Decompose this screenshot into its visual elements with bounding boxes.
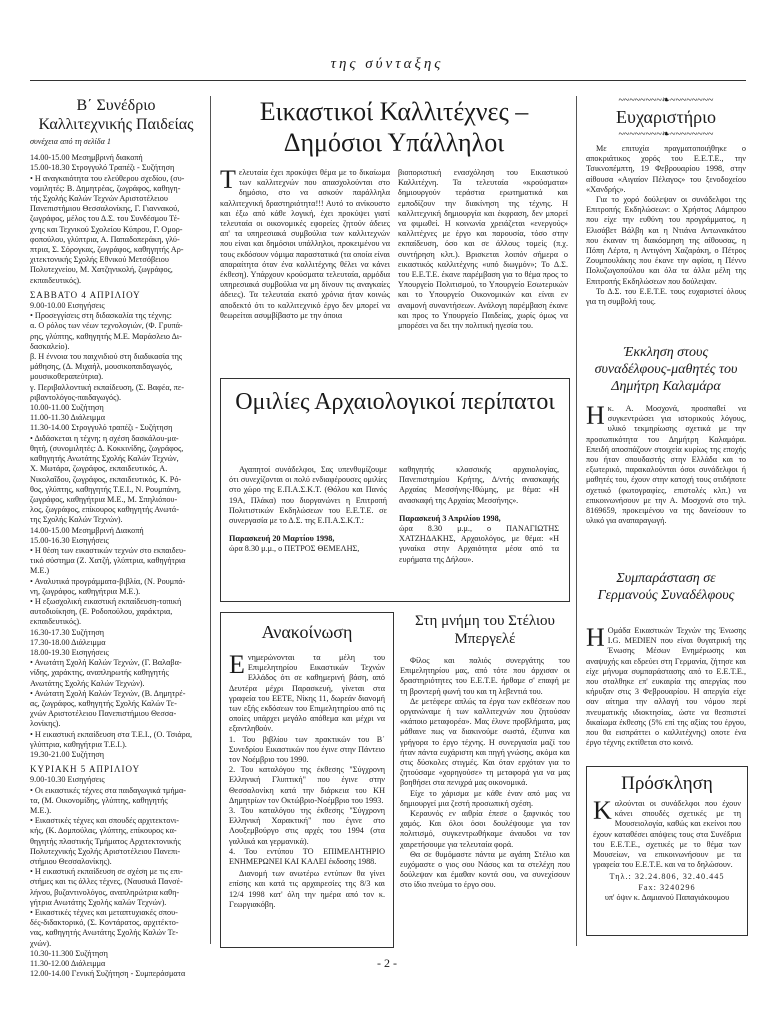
thanks-title: Ευχαριστήριο bbox=[616, 107, 716, 127]
announcement-body bbox=[229, 650, 385, 910]
schedule-line: 10.00-11.00 Συζήτηση bbox=[30, 403, 104, 413]
main-article-title: Εικαστικοί Καλλιτέχνες – Δημόσιοι Υπάλληλοι bbox=[259, 97, 529, 157]
memory-title: Στη μνήμη του Στέλιου Μπεργελέ bbox=[415, 613, 555, 647]
schedule-line: γ. Περιβαλλοντική εκπαίδευση, (Σ. Βαφέα, πε- bbox=[30, 382, 184, 392]
schedule-line: στήμες και τις άλλες τέχνες, (Ναυσικά Πανσέ- bbox=[30, 877, 183, 887]
schedule-line: της Σχολής Καλών Τεχνών). bbox=[30, 515, 123, 525]
schedule-line: • Αναλυτικά προγράμματα-βιβλία, (Ν. Ρουμπά- bbox=[30, 576, 186, 586]
memory-paragraph: Κεραυνός εν αιθρία έπεσε ο ξαφνικός του χαμός. Και όλοι όσοι δουλέψουμε για τον πολιτισμό, συγκεντρωθήκαμε άναυδοι να τον χαιρετήσουμε για τελευταία φορά. bbox=[400, 809, 570, 849]
left-column bbox=[30, 96, 202, 979]
page-number: - 2 - bbox=[377, 956, 397, 970]
schedule-line: 11.00-11.30 Διάλειμμα bbox=[30, 413, 105, 423]
appeal-body bbox=[586, 401, 746, 526]
schedule-line: • Η εικαστική εκπαίδευση σε σχέση με τις επι- bbox=[30, 867, 183, 877]
schedule-line: • Ανώτατη Σχολή Καλών Τεχνών, (Β. Δημητρέ- bbox=[30, 688, 186, 698]
page-header-title: της σύνταξης bbox=[330, 56, 444, 72]
invitation-title: Πρόσκληση bbox=[621, 773, 713, 794]
walks-date1: Παρασκευή 20 Μαρτίου 1998, bbox=[229, 534, 335, 544]
schedule-line: 16.30-17.30 Συζήτηση bbox=[30, 627, 105, 637]
drop-cap: Κ bbox=[593, 796, 612, 825]
schedule-line: 14.00-15.00 Μεσημβρινή διακοπή bbox=[30, 153, 143, 163]
schedule-friday bbox=[30, 153, 202, 286]
schedule-line: Νικολαΐδου, ζωγράφος, εκπαιδευτικός, Κ. Ρό- bbox=[30, 474, 182, 484]
schedule-line: κής, (Κ. Δομπούλας, γλύπτης, επίκουρος κα- bbox=[30, 826, 177, 836]
schedule-line: ζωγράφος, καθηγήτρια Μ.Ε., Μ. Σπηλιόπου- bbox=[30, 494, 178, 504]
support-text: Ομάδα Εικαστικών Τεχνών της Ένωσης I.G. MEDIEN που είναι θυγατρική της Ένωσης Μέσων Ενημέρωσης και αναψυχής και εδρεύει στη Γερμανία, ζήτησε και είχε μήνυμα συμπαράστασης από το Ε.Ε.Τ.Ε., που σταλθηκε επ' ευκαιρία της απεργίας που κήρυξαν στις 3 Φεβρουαρίου. Η απεργία είχε σαν αίτημα την αλλαγή του νόμου περί πνευματικής ιδιοκτησίας, ώστε να θεσπιστεί δικαίωμα έκθεσης (5% επί της αξίας του έργου, που θα εισπράττει ο καλλιτέχνης) οποτε ένα έργο τέχνης εκτίθεται στο κοινό. bbox=[586, 626, 746, 748]
schedule-line: λονίκης). bbox=[30, 719, 61, 729]
schedule-line: αυτοδιοίκηση, (Ε. Ροδοπούλου, χαράκτρια, bbox=[30, 607, 173, 617]
schedule-line: 9.00-10.00 Εισηγήσεις bbox=[30, 301, 105, 311]
column-divider-left bbox=[210, 96, 211, 944]
walks-box bbox=[220, 378, 570, 602]
schedule-line: ζωγράφος, μέλος του Δ.Σ. του Συνδέσμου Τέ- bbox=[30, 214, 180, 224]
schedule-line: 12.00-14.00 Γενική Συζήτηση - Συμπεράσματα bbox=[30, 969, 186, 979]
walks-title: Ομιλίες Αρχαιολογικοί περίπατοι bbox=[235, 389, 555, 415]
header-rule bbox=[30, 80, 746, 81]
support-title: Συμπαράσταση σε Γερμανούς Συναδέλφους bbox=[597, 571, 735, 603]
schedule-line: 9.00-10.30 Εισηγήσεις bbox=[30, 775, 105, 785]
schedule-line: • Η εξωσχολική εικαστική εκπαίδευση-τοπική bbox=[30, 596, 182, 606]
announcement-item: 2. Του καταλόγου της έκθεσης "Σύγχρονη Ελληνική Γλυπτική" που έγινε στην Θεσσαλονίκη κατά την διάρκεια του ΚΗ Δημητρίων τον Οκτώβριο-Νοέμβριο του 1993. bbox=[229, 765, 385, 805]
schedule-line: Χ. Μωτάρα, ζωγράφος, εκπαιδευτικός, Α. bbox=[30, 464, 168, 474]
saturday-heading: ΣΑΒΒΑΤΟ 4 ΑΠΡΙΛΙΟΥ bbox=[30, 289, 141, 300]
schedule-line: λήνου, βυζαντινολόγος, αναπληρώτρια καθη- bbox=[30, 887, 180, 897]
schedule-sunday bbox=[30, 775, 202, 979]
schedule-line: τα, (Μ. Οικονομίδης, γλύπτης, καθηγητής bbox=[30, 795, 168, 805]
invitation-attn: υπ' όψιν κ. Δαμιανού Παπαγιάκουμου bbox=[604, 892, 730, 902]
schedule-line: εκπαιδευτικός). bbox=[30, 275, 82, 285]
schedule-line: στήμιου Θεσσαλονίκης). bbox=[30, 857, 112, 867]
schedule-saturday bbox=[30, 301, 202, 760]
ornament-top: ~~~~~~~~❧~~~~~~~~ bbox=[618, 95, 714, 106]
schedule-line: 11.30-14.00 Στρογγυλό τραπέζι - Συζήτηση bbox=[30, 423, 173, 433]
schedule-line: δές-διδακτορικό, (Σ. Κοντάρατος, αρχιτέκτο- bbox=[30, 918, 179, 928]
schedule-line: ρης, γλύπτης, καθηγητής Μ.Ε. Μαράσλειο Δι- bbox=[30, 331, 182, 341]
schedule-line: νομιλητές: Β. Δημητρέας, ζωγράφος, καθηγη- bbox=[30, 183, 181, 193]
schedule-line: α. Ο ρόλος των νέων τεχνολογιών, (Φ. Γρυπά- bbox=[30, 321, 183, 331]
schedule-line: νας, καθηγητής Ανωτάτης Σχολής Καλών Τε- bbox=[30, 928, 179, 938]
schedule-line: δασκαλείο). bbox=[30, 341, 70, 351]
schedule-line: λος, ζωγράφος, επίκουρος καθηγητής Ανωτά- bbox=[30, 505, 179, 515]
main-article-col1 bbox=[220, 165, 390, 321]
schedule-line: καθηγητής Ανωτάτης Σχολής Καλών Τεχνών, bbox=[30, 454, 179, 464]
schedule-line: νη, ζωγράφος, καθηγήτρια Μ.Ε.). bbox=[30, 586, 141, 596]
schedule-line: θηγητής πλαστικής Τμήματος Αρχιτεκτονικής bbox=[30, 836, 181, 846]
memory-paragraph: Θα σε θυμόμαστε πάντα με αγάπη Στέλιο και ευχόμαστε ο γιος σου Νάσος και τα στελέχη που δούλεψαν και έμαθαν κοντά σου, να συνεχίσουν στο ίδιο πνεύμα το έργο σου. bbox=[400, 849, 570, 890]
ornament-bottom: ~~~~~~~~❧~~~~~~~~ bbox=[618, 129, 714, 140]
schedule-line: 17.30-18.00 Διάλειμμα bbox=[30, 637, 106, 647]
schedule-line: Μ.Ε.). bbox=[30, 806, 52, 815]
schedule-line: νίδης, χαράκτης, αναπληρωτής καθηγητής bbox=[30, 668, 169, 678]
schedule-line: μάθησης, (Δ. Μιχαήλ, μουσικοπαιδαγωγός, bbox=[30, 362, 173, 372]
schedule-line: εκπαιδευτικός). bbox=[30, 617, 82, 627]
appeal-title: Έκκληση στους συναδέλφους-μαθητές του Δημήτρη Καλαμάρα bbox=[594, 345, 738, 394]
walks-date2: Παρασκευή 3 Απριλίου 1998, bbox=[399, 513, 501, 523]
thanks-paragraph: Το Δ.Σ. του Ε.Ε.Τ.Ε. τους ευχαριστεί όλους για τη συμβολή τους. bbox=[586, 286, 746, 307]
schedule-line: τικό σύστημα (Ζ. Χατζή, γλύπτρια, καθηγήτρια bbox=[30, 556, 186, 566]
announcement-items bbox=[229, 735, 385, 868]
schedule-line: Ανωτάτης Σχολής Καλών Τεχνών). bbox=[30, 678, 145, 688]
schedule-line: Πανεπιστήμιου Θεσσαλονίκης, Γ. Γιαννακού, bbox=[30, 204, 180, 214]
schedule-line: • Εικαστικές τέχνες και σπουδές αρχιτεκτονι- bbox=[30, 816, 179, 826]
continued-note: συνέχεια από τη σελίδα 1 bbox=[30, 137, 112, 146]
schedule-line: φοπούλου, γλύπτρια, Α. Παπαδοπεράκη, γλύ- bbox=[30, 234, 180, 244]
thanks-body bbox=[586, 144, 746, 307]
schedule-line: β. Η έννοια του παιχνιδιού στη διαδικασία της bbox=[30, 352, 183, 362]
schedule-line: χνών Αριστοτέλειου Πανεπιστήμιου Θεσσα- bbox=[30, 709, 177, 719]
schedule-line: • Διδάσκεται η τέχνη; η σχέση δασκάλου-μα- bbox=[30, 433, 179, 443]
schedule-line: χιτεκτονικής Σχολής Εθνικού Μετσόβειου bbox=[30, 255, 169, 265]
schedule-line: γλύπτρια, καθηγήτρια Τ.Ε.Ι.). bbox=[30, 739, 127, 749]
schedule-line: • Η εικαστική εκπαίδευση στα Τ.Ε.Ι., (Ο. Τσιάρα, bbox=[30, 729, 193, 739]
congress-title: Β΄ Συνέδριο Καλλιτεχνικής Παιδείας bbox=[38, 97, 194, 133]
walks-intro: Αγαπητοί συνάδελφοι, Σας υπενθυμίζουμε ότι συνεχίζονται οι πολύ ενδιαφέρουσες ομιλίες στο χώρο της Ε.Π.Α.Σ.Κ.Τ. (Θόλου και Πανός 19Α, Πλάκα) που διοργανώνει η Επιτροπή Πολιτιστικών Εκδηλώσεων του Ε.Ε.Τ.Ε. σε συνεργασία με το Δ.Σ. της Ε.Π.Α.Σ.Κ.Τ.: bbox=[229, 465, 387, 526]
schedule-line: ας, ζωγράφος, καθηγητής Σχολής Καλών Τε- bbox=[30, 698, 177, 708]
schedule-line: • Η αναγκαιότητα του ελεύθερου σχεδίου, (συ- bbox=[30, 173, 185, 183]
schedule-line: θος, γλύπτης, καθηγητής Τ.Ε.Ι., Ν. Ρουμπάνη, bbox=[30, 484, 181, 494]
memory-paragraph: Φίλος και παλιός συνεργάτης του Επιμελητηρίου μας, από τότε που άρχισαν οι δραστηριότητες του Ε.Ε.Τ.Ε. ήρθαμε σ' επαφή με τη βροντερή φωνή του και τη λεβεντιά του. bbox=[400, 656, 570, 696]
thanks-paragraph: Για το χορό δούλεψαν οι συνάδελφοι της Επιτροπής Εκδηλώσεων: ο Χρήστος Λάμπρου που είχε την ευθύνη του προγράμματος, η Ελισάβετ Βάλβη και η Ντιάνα Αντωνακάτου που έκαναν τη διακόσμηση της αίθουσας, η Πόπη Λέρτα, η Αντιγόνη Χαζαράκη, ο Πέτρος Ζουμπουλάκης που έκανε την αφίσα, η Πέννυ Πολυζωγοπούλου και όλα τα άλλα μέλη της Επιτροπής Εκδηλώσεων που δούλεψαν. bbox=[586, 195, 746, 286]
schedule-line: • Εικαστικές τέχνες και μεταπτυχιακές σπου- bbox=[30, 908, 178, 918]
memory-paragraph: Δε μετέφερε απλώς τα έργα των εκθέσεων που οργανώναμε ή των καλλιτεχνών που ζητούσαν «κάποιο μεταφορέα». Μας έλυνε προβλήματα, μας μάθαινε πως να διακινούμε σωστά, έξυπνα και γρήγορα το έργο τέχνης. Η συνεργασία μαζί του ήταν πάντα ευχάριστη και πηγή γνώσης, ακόμα και στις δύσκολες στιγμές. Και όταν ερχόταν για το ζητούσαμε «χορηγούσε» τη μεταφορά για να μας βοηθήσει στα πενιχρά μας οικονομικά. bbox=[400, 696, 570, 788]
walks-col2 bbox=[399, 465, 559, 565]
walks-talk1: ώρα 8.30 μ.μ., ο ΠΕΤΡΟΣ ΘΕΜΕΛΗΣ, bbox=[229, 544, 360, 554]
schedule-line: μουσικοθεραπεύτρια). bbox=[30, 372, 104, 382]
walks-col1 bbox=[229, 465, 387, 555]
schedule-line: Πολυτεχνικής Σχολής Αριστοτέλειου Πανεπι- bbox=[30, 846, 181, 856]
walks-talk2: ώρα 8.30 μ.μ., ο ΠΑΝΑΓΙΩΤΗΣ ΧΑΤΖΗΔΑΚΗΣ, Αρχαιολόγος, με θέμα: «Η γυναίκα στην Αρχαιότητα μέσα από τα ευρήματα της Δήλου». bbox=[399, 524, 559, 564]
schedule-line: 15.00-18.30 Στρογγυλό Τραπέζι - Συζήτηση bbox=[30, 163, 175, 173]
invitation-body bbox=[593, 796, 741, 903]
invitation-fax: Fax: 3240296 bbox=[638, 882, 696, 892]
memory-body bbox=[400, 656, 570, 891]
schedule-line: 14.00-15.00 Μεσημβρινή Διακοπή bbox=[30, 525, 144, 535]
schedule-line: 11.30-12.00 Διάλειμμα bbox=[30, 959, 106, 969]
schedule-line: ριβαντολόγος-παιδαγωγός). bbox=[30, 392, 122, 402]
schedule-line: • Η θέση των εικαστικών τεχνών στο εκπαιδευ- bbox=[30, 545, 186, 555]
announcement-item: 3. Του καταλόγου της έκθεσης "Σύγχρονη Ελληνική Χαρακτική" που έγινε στο Λουξεμβούργο στις αρχές του 1994 (στα γαλλικά και γερμανικά). bbox=[229, 806, 385, 846]
schedule-line: 18.00-19.30 Εισηγήσεις bbox=[30, 647, 109, 657]
drop-cap: Ε bbox=[229, 650, 245, 679]
main-article-col2: βιοποριστική ενασχόληση του Εικαστικού Καλλιτέχνη. Τα τελευταία «κρούσματα» δημιουργούν τεράστια ερωτηματικά και εμποδίζουν την διακίνηση της τέχνης. Η καλλιτεχνική δημιουργία και έκφραση, δεν μπορεί να φιμωθεί. Η κοινωνία χρειάζεται «ενεργούς» καλλιτέχνες με έργο και παρουσία, τόσο στην εκπαίδευση, όσο και σε άλλους τομείς (π.χ. συντήρηση κλπ.). Βρισκεται λοιπόν σήμερα ο εικαστικός καλλιτέχνης «υπό διωγμόν»; Το Δ.Σ. του Ε.Ε.Τ.Ε. έκανε παρέμβαση για το θέμα προς το Υπουργείο Πολιτισμού, το Υπουργείο Εσωτερικών και το Υπουργείο Οικονομικών και είναι εν αναμονή συναντήσεων. Ανάλογη παρέμβαση έκανε και προς το Υπουργείο Παιδείας, χωρίς όμως να μπορέσει να δει την πολιτική ηγεσία του. bbox=[398, 168, 568, 331]
schedule-line: • Προσεγγίσεις στη διδασκαλία της τέχνης: bbox=[30, 311, 172, 321]
schedule-line: Πολυτεχνείου, Μ. Χατζηνικολή, ζωγράφος, bbox=[30, 265, 173, 275]
sunday-heading: ΚΥΡΙΑΚΗ 5 ΑΠΡΙΛΙΟΥ bbox=[30, 764, 141, 775]
schedule-line: θητή, (συνομιλητές: Δ. Κοκκινίδης, ζωγράφος, bbox=[30, 443, 184, 453]
schedule-line: πτρια, Σ. Σόρογκας, ζωγράφος, καθηγητής Αρ- bbox=[30, 245, 184, 255]
announcement-title: Ανακοίνωση bbox=[261, 622, 353, 642]
announcement-box bbox=[220, 612, 394, 948]
support-body bbox=[586, 623, 746, 748]
schedule-line: 10.30-11.300 Συζήτηση bbox=[30, 948, 108, 958]
memory-paragraph: Είχε το χάρισμα με κάθε έναν από μας να δημιουργεί μια ζεστή προσωπική σχέση. bbox=[400, 788, 570, 808]
announcement-item: 4. Του εντύπου ΤΟ ΕΠΙΜΕΛΗΤΗΡΙΟ ΕΝΗΜΕΡΩΝΕΙ ΚΑΙ ΚΑΛΕΙ έκδοσης 1988. bbox=[229, 846, 385, 867]
schedule-line: 19.30-21.00 Συζήτηση bbox=[30, 749, 105, 759]
drop-cap: Η bbox=[586, 401, 605, 430]
invitation-phone: Τηλ.: 32.24.806, 32.40.445 bbox=[609, 872, 725, 882]
invitation-text: αλούνται οι συνάδελφοι που έχουν κάνει σπουδές σχετικές με τη Μουσειολογία, καθώς και εκείνοι που έχουν καταθέσει απόψεις τους στα Συνέδρια του Ε.Ε.Τ.Ε., σχετικές με το θέμα των Μουσείων, να επικοινωνήσουν με τα γραφεία του Ε.Ε.Τ.Ε. και να το δηλώσουν. bbox=[593, 799, 741, 870]
schedule-line: χνών). bbox=[30, 938, 52, 948]
schedule-line: • Οι εικαστικές τέχνες στα παιδαγωγικά τμήμα- bbox=[30, 785, 187, 795]
schedule-line: Μ.Ε.) bbox=[30, 566, 50, 576]
walks-talk1-cont: καθηγητής κλασσικής αρχαιολογίας, Πανεπιστημίου Κρήτης, Δ/ντής ανασκαφής Αρχαίας Μεσσήνης-Ιθώμης, με θέμα: «Η ανασκαφή της Αρχαίας Μεσσήνης». bbox=[399, 465, 559, 505]
column-divider-right bbox=[576, 96, 577, 946]
schedule-line: 15.00-16.30 Εισηγήσεις bbox=[30, 535, 109, 545]
announcement-item: 1. Του βιβλίου των πρακτικών του Β΄ Συνεδρίου Εικαστικών που έγινε στην Πάντειο τον Νοέμβριο του 1990. bbox=[229, 734, 385, 765]
schedule-line: γήτρια Ανωτάτης Σχολής καλών Τεχνών). bbox=[30, 897, 167, 907]
announcement-footer: Διανομή των ανωτέρω εντύπων θα γίνει επίσης και κατά τις αρχαιρεσίες της 8/3 και 12/4 1998 κατ' όλη την ημέρα από τον κ. Γεωργιακόβη. bbox=[229, 869, 385, 909]
thanks-paragraph: Με επιτυχία πραγματοποιήθηκε ο αποκριάτικος χορός του Ε.Ε.Τ.Ε., την Τσικνοπέμπτη, 19 Φεβρουαρίου 1998, στην αίθουσα «Αιγαίον Πέλαγος» του ξενοδοχείου «Χανδρής». bbox=[586, 144, 746, 194]
drop-cap: Τ bbox=[220, 165, 236, 194]
appeal-text: κ. Α. Μοσχονά, προσπαθεί να συγκεντρώσει για ιστορικούς λόγους, υλικό τεκμηρίωσης σχετικά με την προσωπικότητα του Δημήτρη Καλαμάρα. Επειδή αποσπάζουν στοιχεία κυρίως της εποχής που ήταν σπουδαστής στην Ελλάδα και το εξωτερικό, παρακαλούνται όσοι συνάδελφοι ή μαθητές του, έχουν στην κατοχή τους οτιδήποτε σχετικό (φωτογραφίες, επιστολές κλπ.) να επικοινωνήσουν με την Α. Μοσχονά στο τηλ. 8169659, προκειμένου να της δανείσουν το υλικό για αναπαραγωγή. bbox=[586, 404, 746, 526]
schedule-line: • Ανωτάτη Σχολή Καλών Τεχνών, (Γ. Βαλαβα- bbox=[30, 658, 182, 668]
main-col1-text: ελευταία έχει προκύψει θέμα με το δικαίωμα των καλλιτεχνών που απασχολούνται στο δημόσιο, στο να ασκούν παράλληλα καλλιτεχνική δραστηριότητα!!! Αυτό το ανίκουστο και έξω από κάθε λογική, έχει προκύψει γιατί τελευταία οι οικονομικές εφορείες ζητούν άδειες απ' τα υπηρεσιακά συμβούλια των καλλιτεχνών που είναι και δημόσιοι υπάλληλοι, προκειμένου να τους εκδόσουν νόμιμα παραστατικά (τα οποία είναι απαραίτητα όταν ένα καλλιτέχνης θέλει να κάνει έκθεση). Υπάρχουν κρούσματα τελευταία, αρμόδια υπηρεσιακά συμβούλια να μη δίνουν τις αναγκαίες άδειες). Τα τελευταία εκατό χρόνια ήταν κοινώς αποδεκτό ότι το καλλιτεχνικό έργο δεν μπορεί να θεωρείται ασυμβίβαστο με την όποια bbox=[220, 168, 390, 320]
invitation-box bbox=[586, 766, 748, 936]
schedule-line: χνης και Τεχνικού Σχολείου Κύπρου, Γ. Ομορ- bbox=[30, 224, 183, 234]
drop-cap: Η bbox=[586, 623, 605, 652]
announcement-text: νημερώνονται τα μέλη του Επιμελητηρίου Εικαστικών Τεχνών Ελλάδος ότι σε καθημερινή βάση, από Δευτέρα μέχρι Παρασκευή, γίνεται στα γραφεία του ΕΕΤΕ, Νίκης 11, δωρεάν διανομή των εξής εκδόσεων του Επιμελητηρίου από τις οποίες υπάρχει μεγάλο απόθεμα και μέχρι να εξαντληθούν. bbox=[229, 653, 385, 734]
schedule-line: τής Σχολής Καλών Τεχνών Αριστοτέλειου bbox=[30, 194, 168, 204]
